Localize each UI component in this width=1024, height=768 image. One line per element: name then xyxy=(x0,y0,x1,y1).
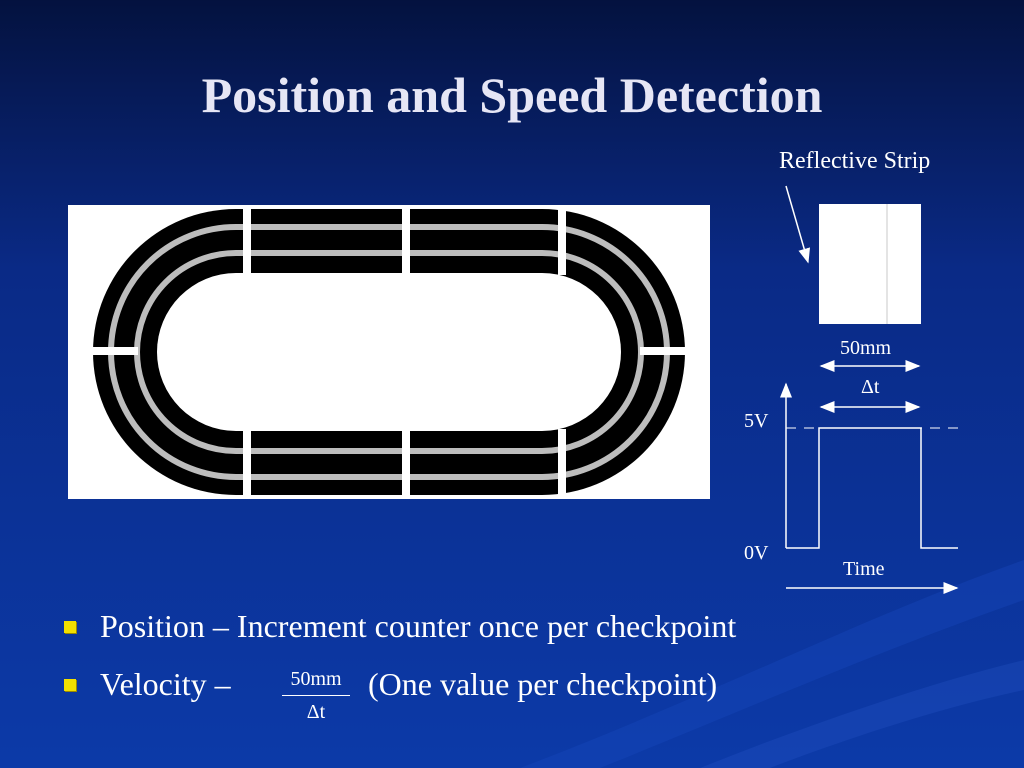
bullet-text: Velocity – xyxy=(100,666,231,702)
width-label: 50mm xyxy=(840,337,892,359)
high-voltage-label: 5V xyxy=(744,410,769,432)
low-voltage-label: 0V xyxy=(744,542,769,564)
bullet-square-icon xyxy=(64,679,76,691)
slide-title: Position and Speed Detection xyxy=(201,67,823,123)
fraction-numerator: 50mm xyxy=(290,668,342,690)
bullet-suffix: (One value per checkpoint) xyxy=(368,666,718,702)
fraction-denominator: Δt xyxy=(306,701,326,723)
reflective-strip xyxy=(819,204,921,324)
pointer-arrow xyxy=(786,186,808,262)
time-axis-label: Time xyxy=(843,558,885,580)
delta-t-label: Δt xyxy=(861,376,880,398)
velocity-fraction xyxy=(282,666,350,724)
bullet-text: Position – Increment counter once per checkpoint xyxy=(100,608,737,644)
reflective-strip-label: Reflective Strip xyxy=(779,148,931,174)
bullet-square-icon xyxy=(64,621,76,633)
pulse-signal xyxy=(786,428,958,548)
fraction-bar xyxy=(282,695,350,696)
